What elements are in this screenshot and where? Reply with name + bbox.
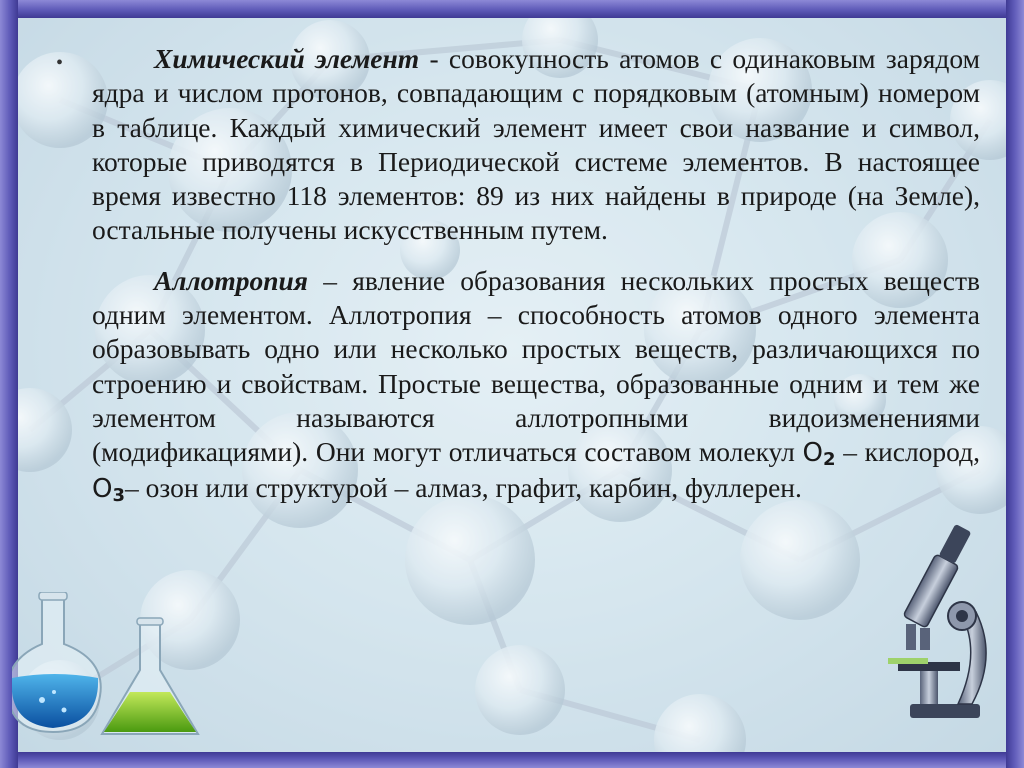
paragraph-chemical-element [92,42,980,248]
term-allotropy: Аллотропия [154,264,308,296]
microscope-icon [880,516,1010,726]
slide-text [92,42,980,506]
ozone-structure-text: – озон или структурой – алмаз, графит, карбин, фуллерен. [125,471,802,503]
paragraph-allotropy [92,264,980,506]
frame-bottom-border [0,752,1024,768]
definition-allotropy: – явление образования нескольких простых веществ одним элементом. Аллотропия – способность атомов одного элемента образовывать одно или несколько простых веществ, различающихся по строению и свойствам. Простые вещества, образованные одним и тем же элементом называются аллотропными видоизменениями (модификациями). Они могут отличаться составом молекул [92,264,980,468]
oxygen-text: – кислород, [835,436,980,468]
definition-chemical-element: - совокупность атомов с одинаковым зарядом ядра и числом протонов, совпадающим с порядковым (атомным) номером в таблице. Каждый химический элемент имеет свои название и символ, которые приводятся в Периодической системе элементов. В настоящее время известно 118 элементов: 89 из них найдены в природе (на Земле), остальные получены искусственным путем. [92,43,980,246]
bullet-marker: • [56,52,64,74]
term-chemical-element: Химический элемент [154,43,420,74]
formula-o2: $O_2$ [802,438,836,471]
laboratory-flasks-icon [12,592,208,744]
frame-top-border [0,0,1024,18]
formula-o3: $O_3$ [92,473,125,506]
